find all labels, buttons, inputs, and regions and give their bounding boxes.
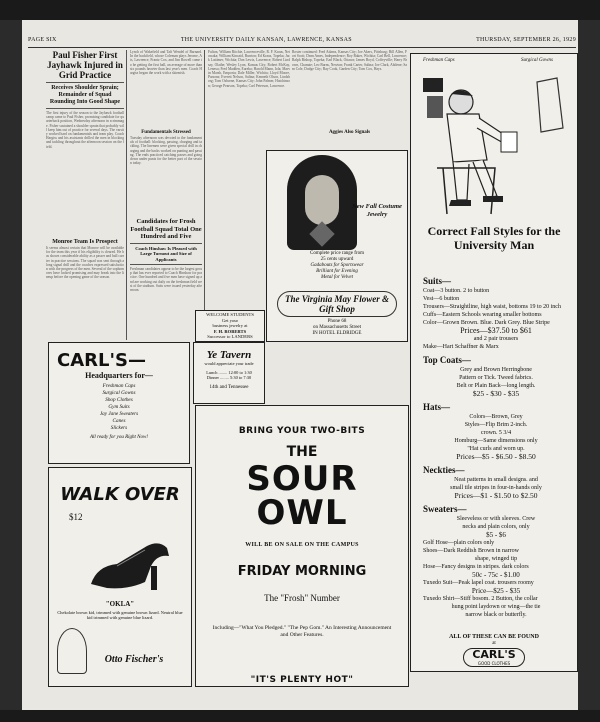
section-price: Prices—$5 - $6.50 - $8.50 bbox=[456, 452, 536, 461]
ad-phone: Phone 68 bbox=[327, 319, 347, 324]
ad-copy bbox=[281, 251, 393, 281]
issue-date: THURSDAY, SEPTEMBER 26, 1929 bbox=[476, 37, 576, 43]
section-price: $25 - $30 - $35 bbox=[472, 389, 520, 398]
ad-top-line: BRING YOUR TWO-BITS bbox=[238, 426, 366, 436]
ad-hours bbox=[194, 370, 264, 381]
body-text: Roster continued: Fred Adams, Kansas City; Joe Akers, Pittsburg; Bill Allen, Fort Scott; Dean Ames, Independence; Roy Baker, Wichita; Carl Bell, Lawrence; Ralph Bishop, Topeka; Earl Black, Ottawa; James Boyd, Coffeyville; Harry Brown, Chanute; Leo Burns, Newton; Frank Carter, Salina; Joe Clark, Abilene; Sam Cole, Dodge City; Ray Cook, Garden City; Tom Cox, Hays. bbox=[292, 50, 407, 71]
ad-at: at bbox=[492, 641, 496, 646]
story-column-4 bbox=[292, 50, 407, 148]
ad-item-list bbox=[49, 383, 189, 432]
body-text: Freshman candidates appear to be the largest group that has ever reported to Coach Hinshaw for practice. One hundred and five men have signed up and are working out daily on the freshman field west of the stadium. Suits were issued yesterday afternoon. bbox=[130, 267, 202, 293]
section-price: 50c - 75c - $1.00 bbox=[472, 571, 520, 579]
crosshead: Monroe Team Is Prospect bbox=[52, 239, 118, 245]
ad-carls-fall-styles bbox=[410, 53, 578, 672]
ad-line: 25 cents upward bbox=[320, 257, 354, 262]
story-subhead: Receives Shoulder Sprain; Remainder of Squad Rounding Into Good Shape bbox=[49, 85, 121, 105]
list-item: Slickers bbox=[110, 425, 128, 431]
ad-line: Successor to LANDERS bbox=[207, 334, 253, 339]
section-title: Sweaters— bbox=[423, 504, 467, 514]
body-text: Fulton, William Ritchie, Lawrenceville, R. F. Kraus, Netawaka; William Kincaid, Burrton; Ed Kraus, Topeka; Jack Lattimer, Wichita; Don Lewis, Lawrence; Robert Lindsay, Olathe; Wesley Lyon, Kansas City; Robert McKay, Lenexa; Fred Madden, Eureka; Harold Mann, Iola; Marvin Marsh, Emporia; Dale Miller, Wichita; Lloyd Moore, Parsons; Everett Nelson, Salina; Kenneth Olson, Lindsborg; Tom Osborne, Kansas City; John Palmer, Hutchinson; George Pearson, Topeka; Carl Peterson, Lawrence. bbox=[208, 50, 290, 88]
body-text: Lynch of Wakefield and Taft Wendel of Barnard. In the backfield, whose Coleman plays Jerome, Ais, Lawrence, Frantz Cox, and Jim Rowell came to be getting the first ball, an average of more than six pounds heavier than last year's men. Coach Hargiss began the work with a skirmish. bbox=[130, 50, 202, 76]
section-line: narrow black or butterfly. bbox=[465, 612, 527, 618]
section-line: crown. 5 3/4 bbox=[480, 430, 512, 436]
dinner-hours: Dinner ........ 5:30 to 7:30 bbox=[206, 375, 252, 380]
carls-logo-sub: GOOD CLOTHES bbox=[477, 661, 511, 666]
ad-line: Metal for Velvet bbox=[321, 275, 353, 280]
list-item: Shop Clothes bbox=[105, 397, 133, 403]
list-item: Jay Jane Sweaters bbox=[99, 411, 139, 417]
section-line: Coat—3 button. 2 to button bbox=[423, 288, 490, 294]
section-sweaters bbox=[423, 504, 569, 619]
issue-contents: Including—"What You Pledged." "The Pep Gom." An Interesting Announcement and Other Features. bbox=[212, 625, 392, 638]
page-number: PAGE SIX bbox=[28, 37, 57, 43]
ad-sour-owl bbox=[195, 405, 409, 687]
section-price: Price—$25 - $35 bbox=[471, 587, 521, 595]
story-subhead: Coach Hinshaw Is Pleased with Large Turnout and Size of Applicants bbox=[135, 245, 197, 262]
ad-welcome-students bbox=[195, 310, 265, 342]
section-line: Grey and Brown Herringbone bbox=[460, 367, 532, 373]
ad-line: WELCOME STUDENTS bbox=[206, 312, 254, 317]
brand-logo: WALK OVER bbox=[60, 484, 180, 505]
story-frosh bbox=[130, 218, 202, 340]
store-logo: Otto Fischer's bbox=[104, 654, 164, 665]
section-price: Prices—$1 - $1.50 to $2.50 bbox=[454, 491, 538, 500]
section-title: Top Coats— bbox=[423, 355, 471, 365]
story-column-3 bbox=[208, 50, 290, 148]
decorative-ornament bbox=[57, 628, 87, 674]
ad-line: on Massachusetts Street bbox=[312, 325, 362, 330]
section-line: Styles—Flip Brim 2-inch. bbox=[464, 422, 528, 428]
ad-line: Get your bbox=[221, 317, 239, 323]
student-illustration bbox=[417, 68, 571, 218]
body-text: It seems almost certain that Monroe will be available for the team this year if his eligibility is cleared. He has shown considerable ability as a passer and ball carrier in practice sessions. The squad was sent through a long signal drill and the coaches expressed satisfaction with the progress of the men. Several of the sophomores have looked promising and may break into the lineup before the opening game of the season. bbox=[46, 246, 124, 280]
section-line: Pattern or Tick. Tweed fabrics. bbox=[459, 375, 533, 381]
section-line: Trousers—Straightline, high waist, bottoms 19 to 20 inch bbox=[423, 304, 561, 310]
ad-line: Complete price range from bbox=[309, 251, 364, 256]
ad-line: IN HOTEL ELDRIDGE bbox=[312, 331, 362, 336]
story-column-2 bbox=[130, 50, 202, 215]
ad-walk-over bbox=[48, 467, 192, 687]
scan-border-bottom bbox=[0, 710, 600, 722]
shoe-model: "OKLA" bbox=[105, 600, 135, 608]
section-line: Cuffs—Eastern Schools wearing smaller bottoms bbox=[423, 312, 542, 318]
title-the: THE bbox=[286, 444, 318, 460]
section-line: Golf Hose—plain colors only bbox=[423, 540, 495, 546]
section-line: Hose—Fancy designs in stripes. dark colors bbox=[423, 564, 529, 570]
section-suits bbox=[423, 276, 569, 351]
slogan: "IT'S PLENTY HOT" bbox=[250, 675, 354, 685]
story-headline: Candidates for Frosh Football Squad Total One Hundred and Five bbox=[130, 218, 202, 240]
issue-name: The "Frosh" Number bbox=[264, 593, 340, 603]
label-gowns: Surgical Gowns bbox=[521, 58, 553, 63]
lunch-hours: Lunch ........ 12:00 to 1:30 bbox=[206, 369, 252, 375]
section-hats bbox=[423, 402, 569, 461]
body-text: Tuesday afternoon was devoted to the fundamentals of football: blocking, passing, charging and tackling. The linemen were given special drill in charging and the backs worked on punting and passing. The ends practiced catching passes and going down under punts for the better part of the session today. bbox=[130, 136, 202, 166]
section-title: Neckties— bbox=[423, 465, 465, 475]
section-line: Make—Hart Schaffner & Marx bbox=[423, 344, 499, 350]
section-line: Homburg—Same dimensions only bbox=[454, 438, 538, 444]
magazine-title: SOUR OWL bbox=[246, 459, 358, 533]
shoe-description: Chekolate brown kid, trimmed with genuine brown lizard. Neutral blue kid trimmed with genuine blue lizard. bbox=[57, 610, 183, 621]
crosshead: Fundamentals Stressed bbox=[141, 130, 191, 135]
section-line: Sleeveless or with sleeves. Crew bbox=[456, 516, 536, 522]
section-neckties bbox=[423, 465, 569, 500]
sale-notice: WILL BE ON SALE ON THE CAMPUS bbox=[245, 542, 359, 548]
carls-logo-text: CARL'S bbox=[472, 648, 516, 661]
list-item: Freshman Caps bbox=[102, 383, 136, 389]
ad-footer: ALL OF THESE CAN BE FOUND bbox=[449, 634, 539, 640]
ad-subtitle: would appreciate your trade bbox=[204, 361, 254, 366]
ad-line: business jewelry at bbox=[212, 323, 248, 328]
ad-address bbox=[281, 319, 393, 337]
section-price: $5 - $6 bbox=[486, 531, 506, 539]
label-caps: Freshman Caps bbox=[423, 58, 455, 63]
shop-logo: The Virginia May Flower & Gift Shop bbox=[277, 291, 397, 317]
section-line: Shoes—Dark Reddish Brown in narrow bbox=[423, 548, 519, 554]
ad-ye-tavern bbox=[193, 342, 265, 404]
ad-subtitle: Headquarters for— bbox=[85, 371, 153, 380]
section-line: Tuxedo Shirt—Stiff bosom. 2 Button, the collar bbox=[423, 596, 538, 602]
ad-footer: All ready for you Right Now! bbox=[89, 435, 148, 440]
body-text: The first injury of the season to the Jayhawk football camp came to Paul Fisher, promising candidate for quarterback position, Wednesday afternoon in scrimmage. Fisher sustained a shoulder sprain that probably will keep him out of practice for several days. The varsity worked hard on fundamentals and team play. Coach Hargiss and his assistants drilled the men in blocking and tackling throughout the afternoon session on the field. bbox=[46, 111, 124, 149]
scan-border-top bbox=[0, 0, 600, 20]
list-item: Canes bbox=[112, 418, 126, 424]
ad-line: F. H. ROBERTS bbox=[213, 328, 247, 334]
list-item: Surgical Gowns bbox=[102, 390, 136, 396]
section-line: shape, winged tip bbox=[474, 556, 518, 562]
section-title: Hats— bbox=[423, 402, 450, 412]
masthead bbox=[28, 37, 576, 48]
ad-address: 14th and Tennessee bbox=[209, 384, 249, 390]
ad-title: Ye Tavern bbox=[206, 349, 252, 361]
jewelry-illustration bbox=[287, 155, 357, 250]
ad-line: Gadabouts for Sportswear bbox=[310, 263, 364, 268]
section-line: necks and plain colors, only bbox=[462, 524, 530, 530]
section-line: Tuxedo Suit—Peak lapel coat. trousers roomy bbox=[423, 580, 534, 586]
section-line: Colors—Brown, Grey bbox=[469, 414, 523, 420]
story-headline: Paul Fisher First Jayhawk Injured in Grid Practice bbox=[47, 50, 123, 80]
section-price: Prices—$37.50 to $61 bbox=[460, 326, 532, 335]
ad-title: New Fall Costume Jewelry bbox=[352, 203, 402, 218]
sale-day: FRIDAY MORNING bbox=[237, 564, 367, 579]
list-item: Gym Suits bbox=[108, 404, 130, 410]
paper-title: THE UNIVERSITY DAILY KANSAN, LAWRENCE, KANSAS bbox=[180, 37, 352, 43]
style-sections bbox=[423, 276, 569, 619]
crosshead: Aggies Also Signals bbox=[328, 130, 371, 135]
section-line: hung point laydown or wing—the tie bbox=[451, 604, 541, 610]
shoe-price: $12 bbox=[69, 512, 83, 522]
section-line: and 2 pair trousers bbox=[473, 336, 519, 342]
ad-carls-headquarters bbox=[48, 342, 190, 464]
ad-virginia-may bbox=[266, 150, 408, 342]
section-line: Vest—6 button bbox=[423, 296, 460, 302]
section-line: Neat patterns in small designs. and bbox=[454, 477, 538, 483]
section-line: "Hat curls and worn up. bbox=[467, 446, 525, 452]
ad-line: Brilliant for Evening bbox=[316, 269, 358, 274]
section-line: Color—Grown Brown. Blue. Dark Grey. Blue Stripe bbox=[423, 320, 550, 326]
ad-headline: Correct Fall Styles for the University Man bbox=[427, 224, 561, 252]
section-line: Belt or Plain Back—long length. bbox=[456, 383, 536, 389]
shoe-illustration bbox=[87, 526, 173, 596]
ad-title: CARL'S— bbox=[57, 350, 146, 371]
section-topcoats bbox=[423, 355, 569, 398]
section-line: small tile stripes in four-in-hands only bbox=[450, 485, 542, 491]
section-title: Suits— bbox=[423, 276, 452, 286]
story-column-1 bbox=[46, 50, 124, 340]
carls-logo bbox=[463, 648, 525, 667]
